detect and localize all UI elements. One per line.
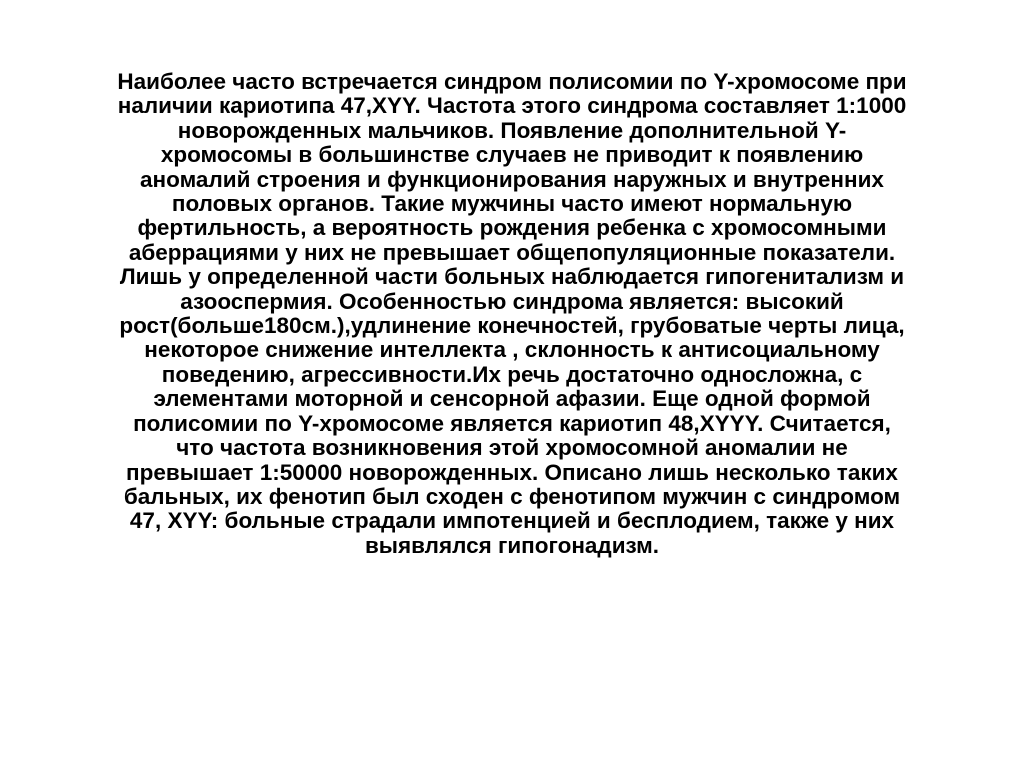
text-line: элементами моторной и сенсорной афазии. Еще одной формой bbox=[153, 386, 871, 412]
body-text bbox=[40, 70, 984, 558]
text-line: фертильность, а вероятность рождения ребенка с хромосомными bbox=[137, 215, 887, 241]
text-line: Лишь у определенной части больных наблюдается гипогенитализм и bbox=[119, 264, 905, 290]
text-line: некоторое снижение интеллекта , склонность к антисоциальному bbox=[144, 337, 880, 363]
text-line: рост(больше180см.),удлинение конечностей, грубоватые черты лица, bbox=[119, 313, 905, 339]
text-line: что частота возникновения этой хромосомной аномалии не bbox=[176, 435, 848, 461]
text-line: хромосомы в большинстве случаев не приводит к появлению bbox=[160, 142, 864, 168]
text-line: поведению, агрессивности.Их речь достаточно односложна, с bbox=[161, 361, 863, 387]
text-line: новорожденных мальчиков. Появление дополнительной Y- bbox=[177, 117, 847, 143]
text-line: Наиболее часто встречается синдром полисомии по Y-хромосоме при bbox=[117, 69, 907, 94]
text-line: аберрациями у них не превышает общепопуляционные показатели. bbox=[128, 239, 896, 265]
text-line: выявлялся гипогонадизм. bbox=[364, 532, 660, 558]
text-line: превышает 1:50000 новорожденных. Описано лишь несколько таких bbox=[126, 459, 898, 485]
text-line: аномалий строения и функционирования наружных и внутренних bbox=[140, 166, 884, 192]
text-line: половых органов. Такие мужчины часто имеют нормальную bbox=[171, 191, 853, 217]
text-line: 47, XYY: больные страдали импотенцией и бесплодием, также у них bbox=[129, 508, 895, 534]
text-line: бальных, их фенотип был сходен с фенотипом мужчин с синдромом bbox=[123, 483, 901, 509]
text-line: азооспермия. Особенностью синдрома является: высокий bbox=[180, 288, 844, 314]
text-line: полисомии по Y-хромосоме является кариотип 48,XYYY. Считается, bbox=[133, 410, 891, 436]
text-line: наличии кариотипа 47,XYY. Частота этого синдрома составляет 1:1000 bbox=[117, 93, 907, 119]
